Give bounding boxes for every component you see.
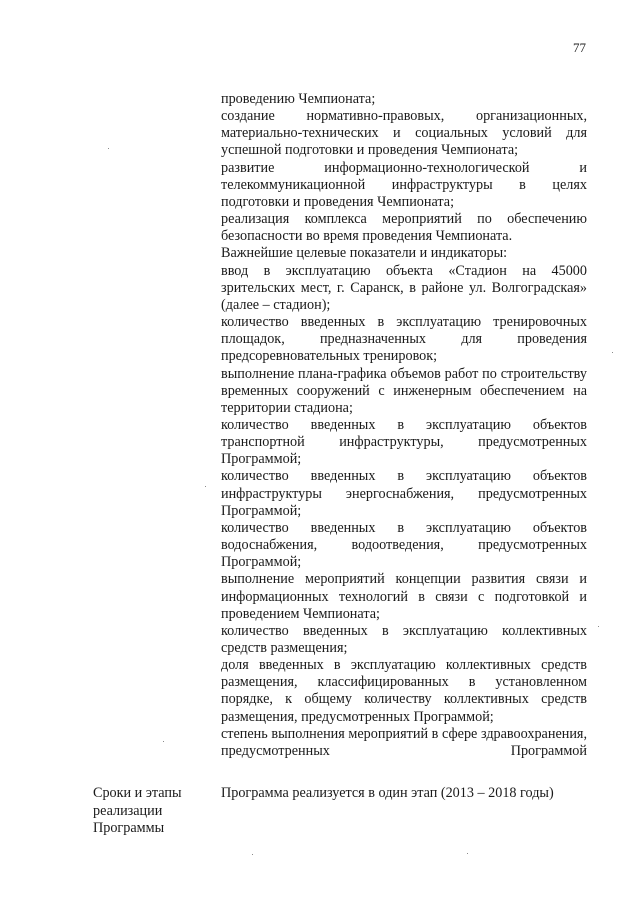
text-item: количество введенных в эксплуатацию коллективных средств размещения; <box>221 622 587 656</box>
program-timeline-label <box>93 785 203 838</box>
text-item: создание нормативно-правовых, организационных, материально-технических и социальных условий для успешной подготовки и проведения Чемпионата; <box>221 108 587 159</box>
label-line: Программы <box>93 820 165 836</box>
text-item: количество введенных в эксплуатацию объектов водоснабжения, водоотведения, предусмотренных Программой; <box>221 519 587 571</box>
text-item: проведению Чемпионата; <box>221 91 376 107</box>
text-item: количество введенных в эксплуатацию объектов транспортной инфраструктуры, предусмотренных Программой; <box>221 416 587 468</box>
text-item: реализация комплекса мероприятий по обеспечению безопасности во время проведения Чемпионата. <box>221 211 587 245</box>
text-item: количество введенных в эксплуатацию объектов инфраструктуры энергоснабжения, предусмотренных Программой; <box>221 468 587 519</box>
scan-speck <box>467 853 468 854</box>
scan-speck <box>252 854 253 855</box>
text-item: выполнение плана-графика объемов работ по строительству временных сооружений с инженерным обеспечением на территории стадиона; <box>221 365 587 416</box>
label-line: Сроки и этапы <box>93 785 182 801</box>
program-indicators-text <box>221 91 587 760</box>
text-item: степень выполнения мероприятий в сфере здравоохранения, предусмотренных Программой <box>221 725 587 759</box>
text-item: Важнейшие целевые показатели и индикаторы: <box>221 245 508 262</box>
scan-speck <box>598 626 599 627</box>
text-item: количество введенных в эксплуатацию тренировочных площадок, предназначенных для проведения предсоревновательных тренировок; <box>221 314 587 365</box>
scan-speck <box>163 741 164 742</box>
text-item: выполнение мероприятий концепции развития связи и информационных технологий в связи с подготовкой и проведением Чемпионата; <box>221 571 587 622</box>
page-number: 77 <box>573 40 586 55</box>
scan-speck <box>205 486 206 487</box>
scan-speck <box>108 148 109 149</box>
text-item: развитие информационно-технологической и телекоммуникационной инфраструктуры в целях подготовки и проведения Чемпионата; <box>221 159 587 210</box>
program-timeline-value: Программа реализуется в один этап (2013 – 2018 годы) <box>221 785 554 801</box>
scan-speck <box>612 352 613 353</box>
label-line: реализации <box>93 802 163 819</box>
text-item: доля введенных в эксплуатацию коллективных средств размещения, классифицированных в установленном порядке, к общему количеству коллективных средств размещения, предусмотренных Программой; <box>221 657 587 725</box>
text-item: ввод в эксплуатацию объекта «Стадион на 45000 зрительских мест, г. Саранск, в районе ул. Волгоградская» (далее – стадион); <box>221 262 587 313</box>
